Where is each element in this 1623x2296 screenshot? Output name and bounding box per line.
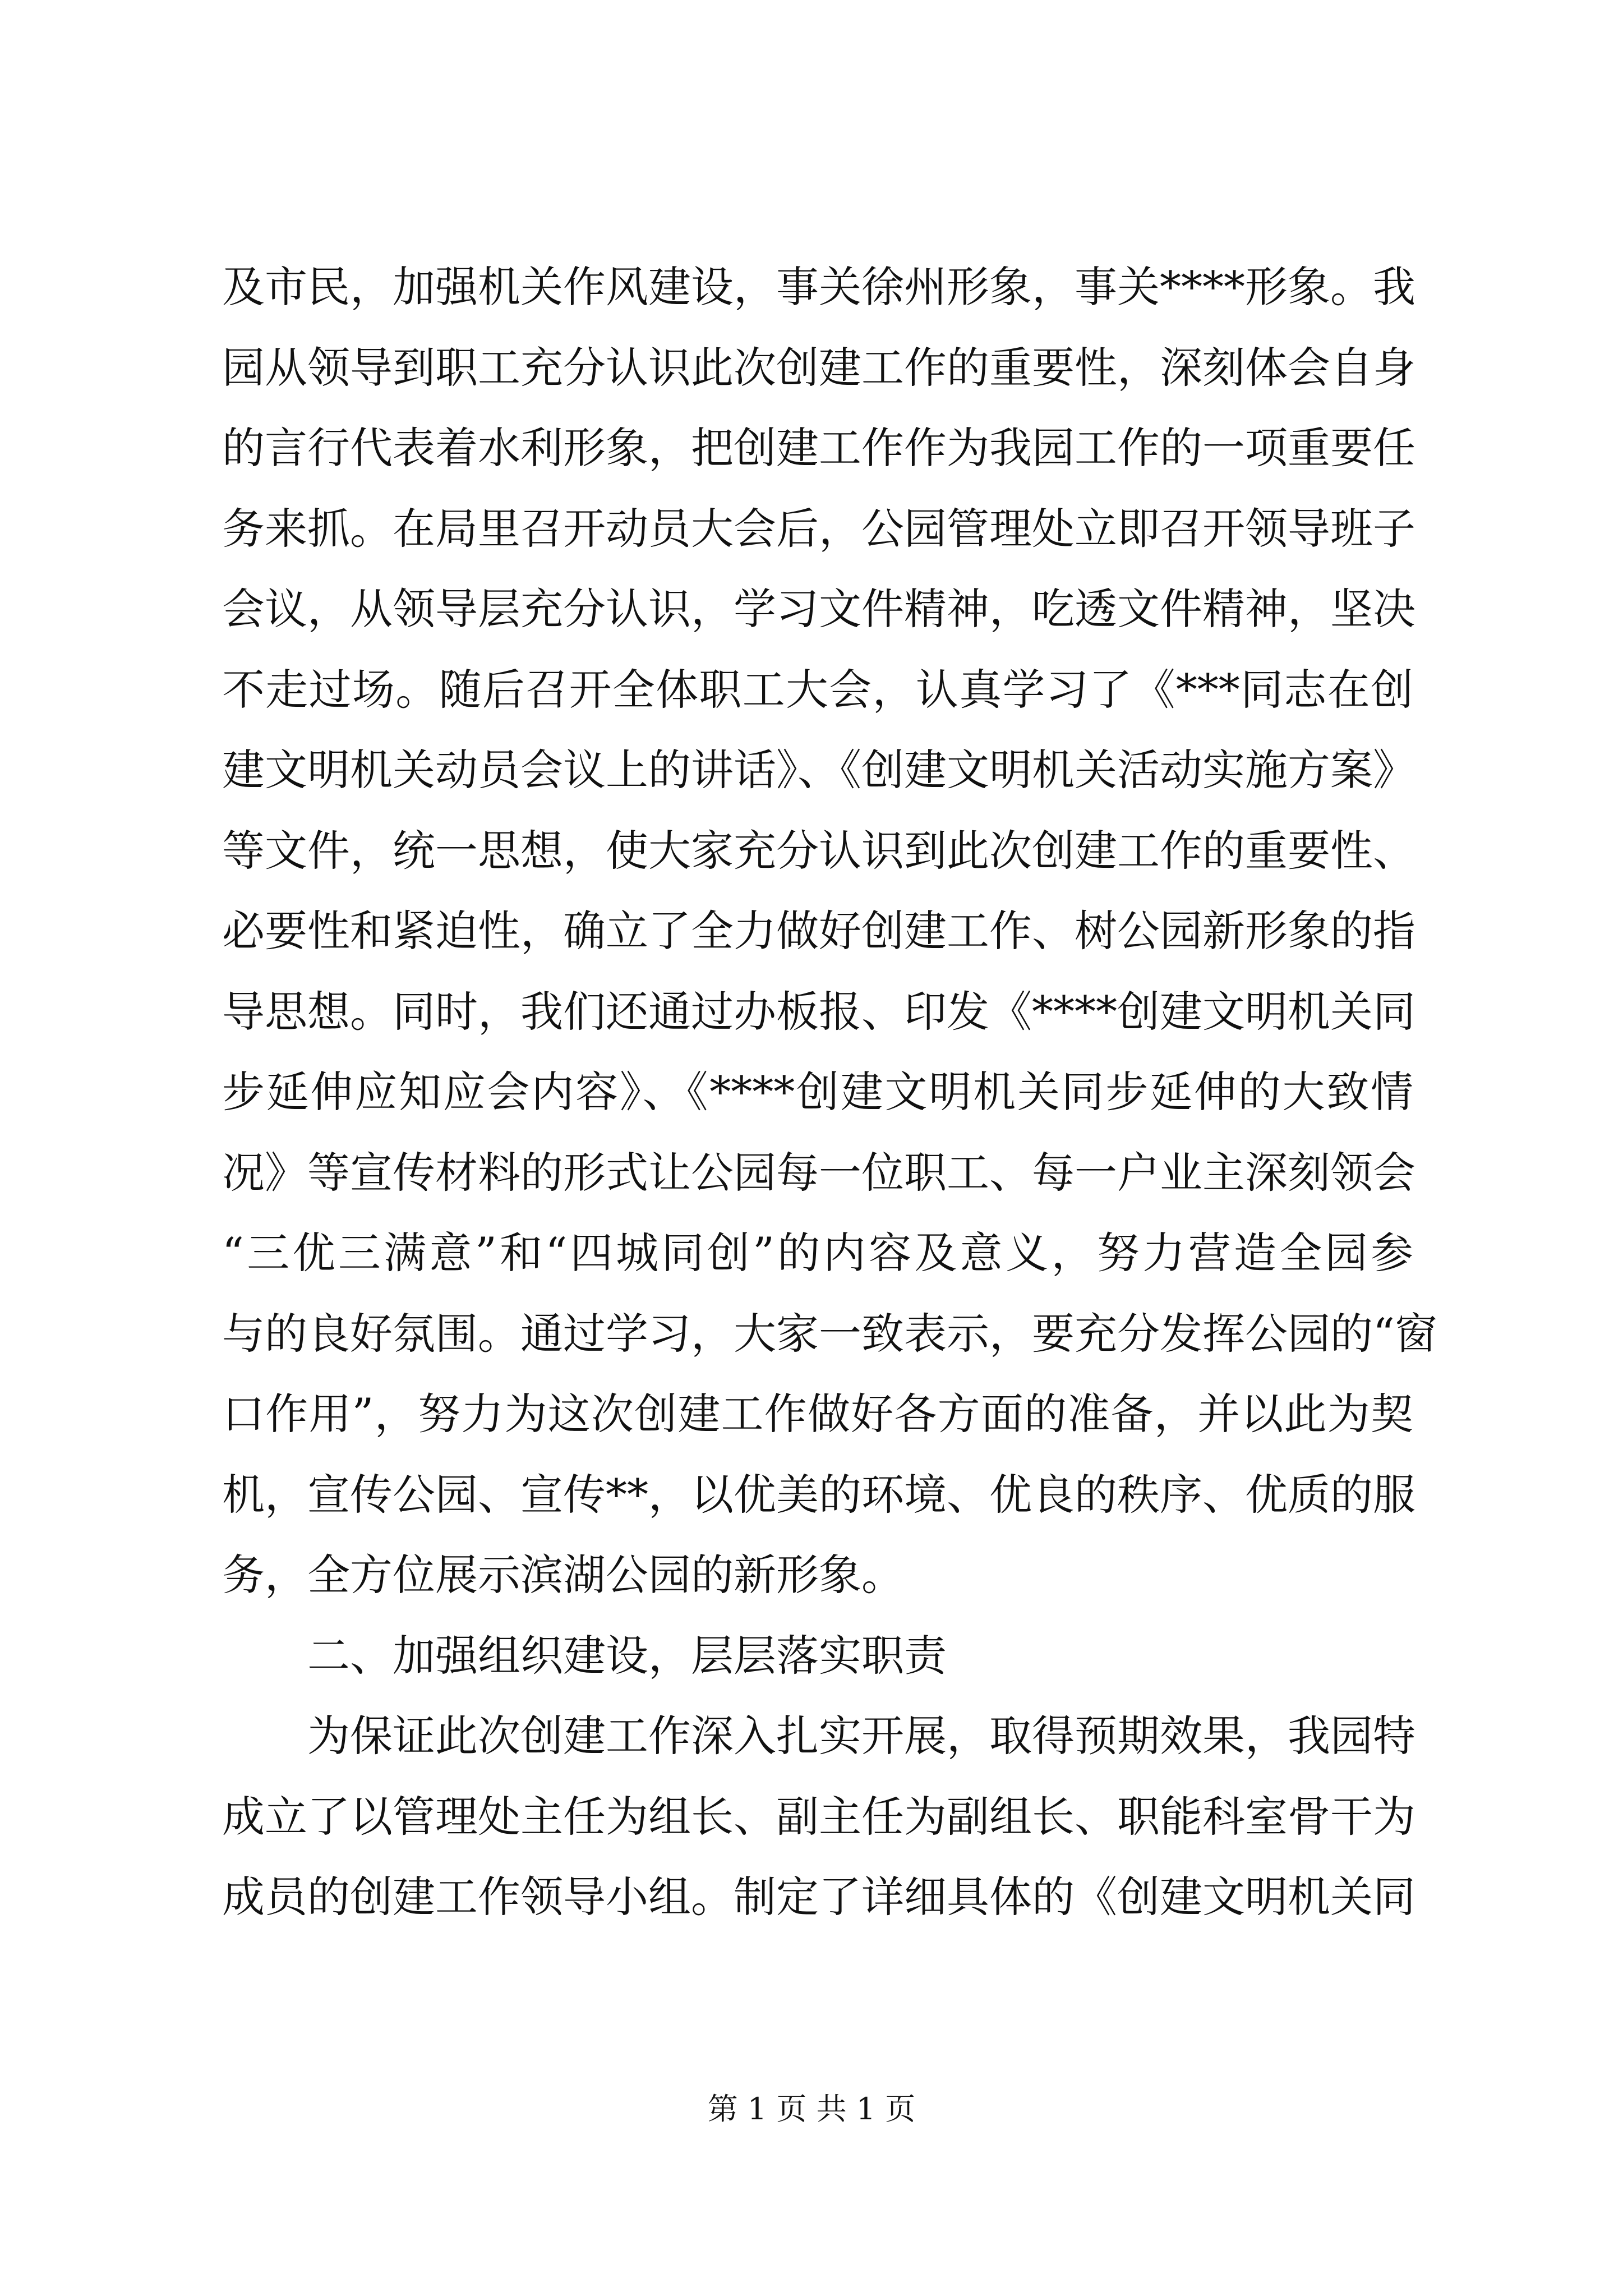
text-line: 口作用”，努力为这次创建工作做好各方面的准备，并以此为契 — [222, 1389, 1413, 1439]
text-line: 不走过场。随后召开全体职工大会，认真学习了《***同志在创 — [222, 664, 1413, 715]
text-line: 与的良好氛围。通过学习，大家一致表示，要充分发挥公园的“窗 — [222, 1308, 1437, 1359]
paragraph-first-line: 为保证此次创建工作深入扎实开展，取得预期效果，我园特 — [307, 1711, 1415, 1761]
text-line: 园从领导到职工充分认识此次创建工作的重要性，深刻体会自身 — [222, 342, 1415, 393]
text-line: 建文明机关动员会议上的讲话》、《创建文明机关活动实施方案》 — [222, 745, 1415, 795]
text-line: “三优三满意”和“四城同创”的内容及意义，努力营造全园参 — [222, 1228, 1413, 1278]
page-footer: 第 1 页 共 1 页 — [707, 2091, 916, 2127]
text-line: 步延伸应知应会内容》、《****创建文明机关同步延伸的大致情 — [222, 1067, 1413, 1117]
text-line: 会议，从领导层充分认识，学习文件精神，吃透文件精神，坚决 — [222, 584, 1415, 634]
text-line: 况》等宣传材料的形式让公园每一位职工、每一户业主深刻领会 — [222, 1147, 1415, 1198]
section-heading: 二、加强组织建设，层层落实职责 — [307, 1630, 947, 1681]
text-line: 成立了以管理处主任为组长、副主任为副组长、职能科室骨干为 — [222, 1791, 1415, 1842]
text-line: 必要性和紧迫性，确立了全力做好创建工作、树公园新形象的指 — [222, 906, 1415, 956]
text-line: 导思想。同时，我们还通过办板报、印发《****创建文明机关同 — [222, 986, 1415, 1037]
text-line: 的言行代表着水利形象，把创建工作作为我园工作的一项重要任 — [222, 423, 1415, 473]
text-line: 等文件，统一思想，使大家充分认识到此次创建工作的重要性、 — [222, 825, 1415, 876]
text-line: 成员的创建工作领导小组。制定了详细具体的《创建文明机关同 — [222, 1872, 1415, 1922]
text-line: 及市民，加强机关作风建设，事关徐州形象，事关****形象。我 — [222, 262, 1415, 312]
document-body — [222, 247, 1437, 1938]
text-line: 机，宣传公园、宣传**，以优美的环境、优良的秩序、优质的服 — [222, 1469, 1415, 1520]
text-line: 务来抓。在局里召开动员大会后，公园管理处立即召开领导班子 — [222, 503, 1415, 554]
paragraph-end-line: 务，全方位展示滨湖公园的新形象。 — [222, 1550, 904, 1600]
